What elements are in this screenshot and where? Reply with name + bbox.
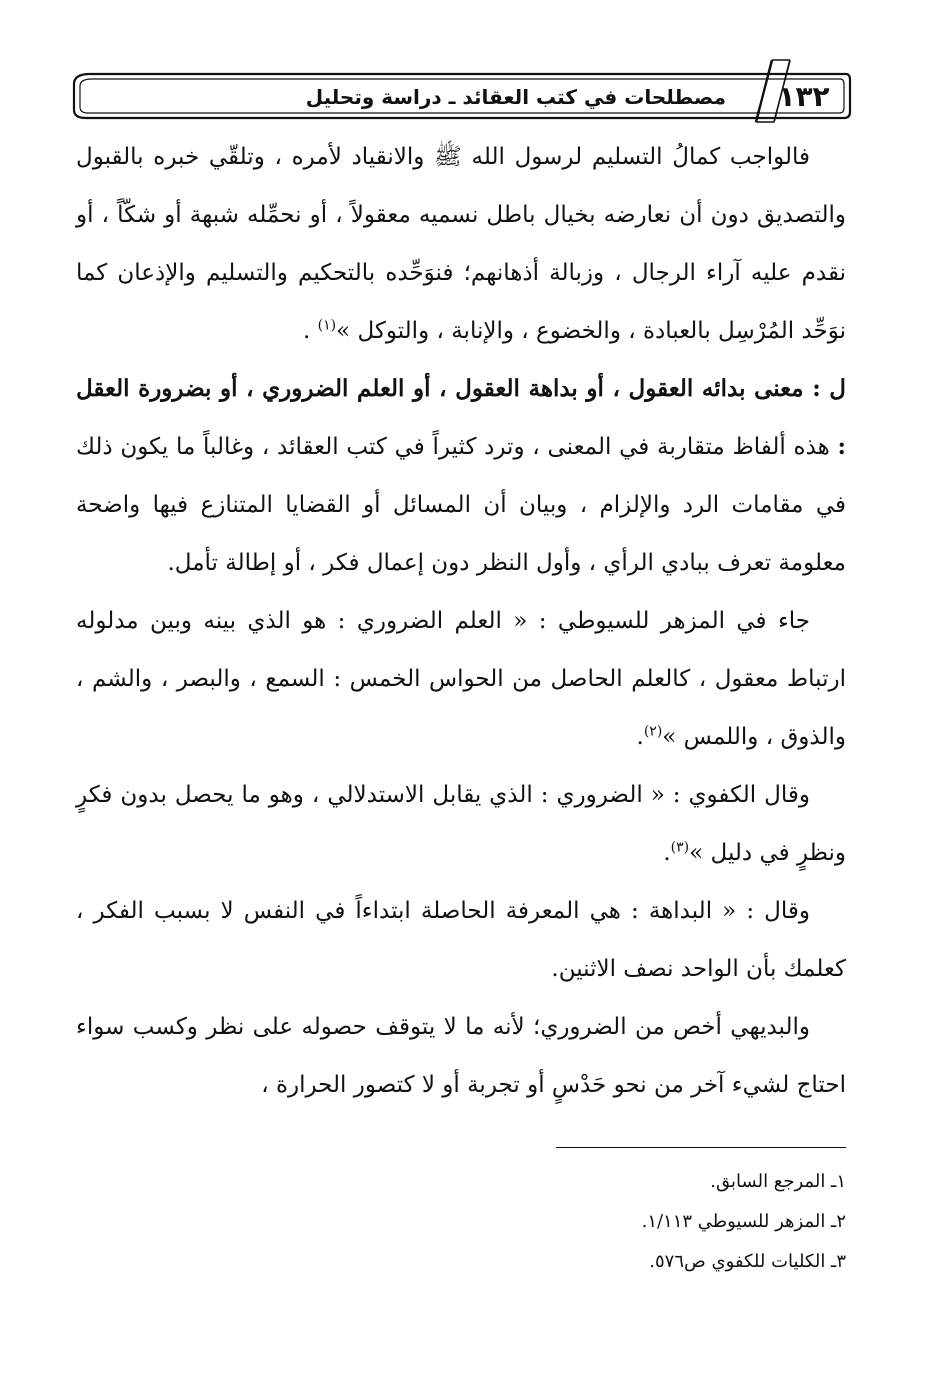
term-heading: ل : معنى بدائه العقول ، أو بداهة العقول ، أو العلم الضروري ، أو بضرورة العقل : (76, 375, 846, 460)
footnote: ٢ـ المزهر للسيوطي ١/١١٣. (641, 1211, 846, 1232)
footnote-ref[interactable]: (٢) (643, 723, 663, 740)
footnote: ١ـ المرجع السابق. (710, 1171, 846, 1192)
paragraph-text: وقال : « البداهة : هي المعرفة الحاصلة ابتداءاً في النفس لا بسبب الفكر ، كعلمك بأن الواحد نصف الاثنين. (76, 898, 846, 982)
footnote: ٣ـ الكليات للكفوي ص٥٧٦. (649, 1251, 846, 1272)
footnotes (300, 1162, 846, 1282)
paragraph-text: وقال الكفوي : « الضروري : الذي يقابل الاستدلالي ، وهو ما يحصل بدون فكرٍ ونظرٍ في دليل » (76, 782, 846, 866)
page-number: ١٣٢ (778, 80, 830, 113)
body-text (76, 128, 846, 1114)
paragraph-text: فالواجب كمالُ التسليم لرسول الله ﷺ والانقياد لأمره ، وتلقّي خبره بالقبول والتصديق دون أن نعارضه بخيال باطل نسميه معقولاً ، أو نحمِّله شبهة أو شكّاً ، أو نقدم عليه آراء الرجال ، وزبالة أذهانهم؛ فنوَحِّده بالتحكيم والتسليم والإذعان كما نوَحِّد المُرْسِل بالعبادة ، والخضوع ، والإنابة ، والتوكل » (76, 144, 846, 344)
paragraph-tail: . (636, 724, 644, 750)
running-header (0, 0, 950, 130)
paragraph-tail: . (663, 840, 671, 866)
paragraph (76, 882, 846, 998)
footnote-separator (556, 1147, 846, 1148)
footnote-ref[interactable]: (٣) (670, 839, 690, 856)
paragraph-text: جاء في المزهر للسيوطي : « العلم الضروري : هو الذي بينه وبين مدلوله ارتباط معقول ، كالعلم الحاصل من الحواس الخمس : السمع ، والبصر ، والشم ، والذوق ، واللمس » (76, 608, 847, 750)
footnote-ref[interactable]: (١) (317, 317, 337, 334)
paragraph-tail: . (303, 318, 318, 344)
paragraph (76, 766, 846, 882)
paragraph (76, 360, 846, 592)
paragraph-text: هذه ألفاظ متقاربة في المعنى ، وترد كثيراً في كتب العقائد ، وغالباً ما يكون ذلك في مقامات الرد والإلزام ، وبيان أن المسائل أو القضايا المتنازع فيها واضحة معلومة تعرف ببادي الرأي ، وأول النظر دون إعمال فكر ، أو إطالة تأمل. (76, 434, 846, 576)
running-title: مصطلحات في كتب العقائد ـ دراسة وتحليل (305, 85, 726, 109)
paragraph-text: والبديهي أخص من الضروري؛ لأنه ما لا يتوقف حصوله على نظر وكسب سواء احتاج لشيء آخر من نحو حَدْسٍ أو تجربة أو لا كتصور الحرارة ، (76, 1014, 846, 1098)
paragraph (76, 998, 846, 1114)
paragraph (76, 128, 846, 360)
paragraph (76, 592, 846, 766)
